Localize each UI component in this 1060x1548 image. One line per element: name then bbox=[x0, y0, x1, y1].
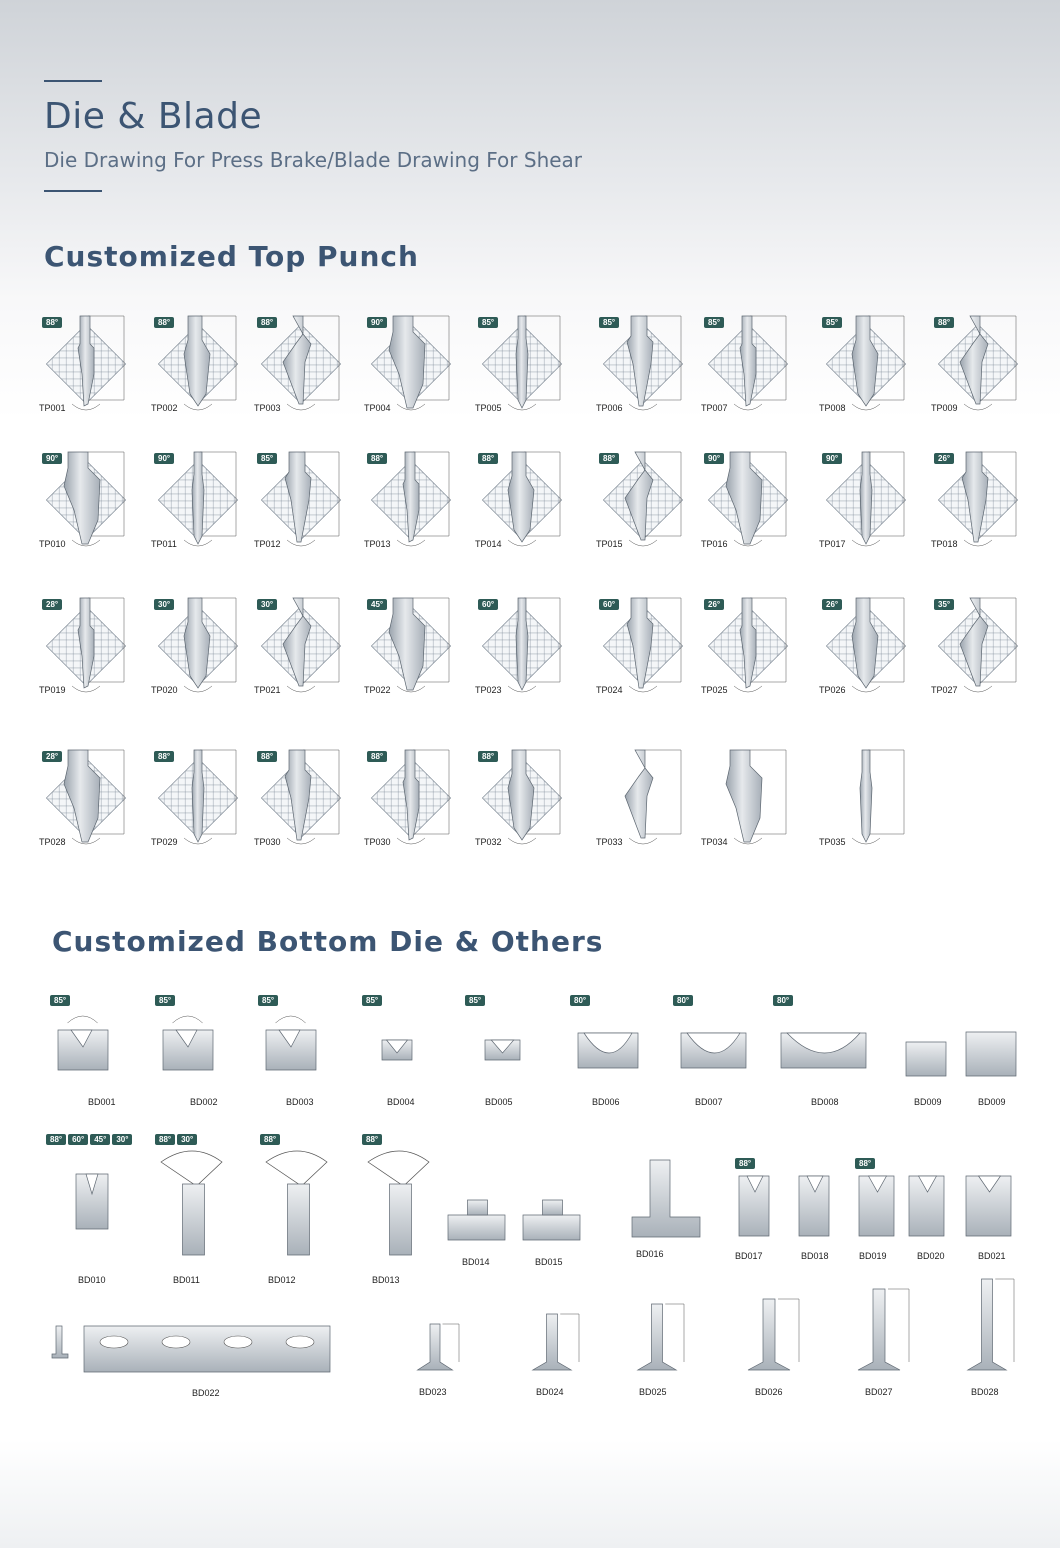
angle-badges bbox=[570, 995, 590, 1006]
die-drawing bbox=[962, 1158, 1017, 1244]
punch-code: TP029 bbox=[151, 837, 178, 847]
top-punch-item bbox=[150, 314, 250, 438]
top-punch-item bbox=[363, 596, 463, 720]
bottom-die-heading: Customized Bottom Die & Others bbox=[52, 925, 604, 958]
top-punch-item bbox=[474, 748, 574, 872]
angle-badge: 85° bbox=[257, 453, 277, 464]
top-punch-item bbox=[595, 314, 695, 438]
die-drawing bbox=[905, 1158, 950, 1244]
angle-badge: 60° bbox=[68, 1134, 88, 1145]
die-drawing bbox=[260, 1134, 335, 1269]
angle-badge: 88° bbox=[257, 317, 277, 328]
angle-badge: 88° bbox=[599, 453, 619, 464]
die-drawing bbox=[465, 995, 540, 1090]
die-drawing bbox=[962, 1020, 1022, 1090]
top-punch-heading: Customized Top Punch bbox=[44, 240, 419, 273]
punch-code: TP020 bbox=[151, 685, 178, 695]
angle-badge: 85° bbox=[704, 317, 724, 328]
die-drawing bbox=[773, 995, 878, 1090]
die-drawing bbox=[530, 1310, 585, 1380]
bottom-die-item bbox=[50, 995, 120, 1106]
bottom-die-item bbox=[673, 995, 758, 1106]
top-punch-item bbox=[700, 596, 800, 720]
angle-badge: 88° bbox=[367, 751, 387, 762]
angle-badges bbox=[773, 995, 793, 1006]
bottom-die-item bbox=[905, 1158, 950, 1260]
punch-code: TP001 bbox=[39, 403, 66, 413]
die-code: BD025 bbox=[639, 1387, 667, 1397]
angle-badges bbox=[50, 995, 70, 1006]
die-code: BD006 bbox=[592, 1097, 620, 1107]
top-punch-item bbox=[818, 450, 918, 574]
angle-badge: 88° bbox=[362, 1134, 382, 1145]
die-drawing bbox=[155, 1134, 230, 1269]
top-punch-item bbox=[253, 596, 353, 720]
die-code: BD016 bbox=[636, 1249, 664, 1259]
punch-code: TP015 bbox=[596, 539, 623, 549]
die-drawing bbox=[630, 1150, 710, 1242]
angle-badge: 88° bbox=[934, 317, 954, 328]
top-punch-item bbox=[363, 314, 463, 438]
angle-badge: 85° bbox=[599, 317, 619, 328]
die-drawing bbox=[415, 1320, 465, 1380]
angle-badge: 88° bbox=[154, 317, 174, 328]
angle-badge: 90° bbox=[822, 453, 842, 464]
die-drawing bbox=[745, 1295, 805, 1380]
bottom-die-item bbox=[795, 1158, 835, 1260]
punch-code: TP019 bbox=[39, 685, 66, 695]
bottom-die-item bbox=[855, 1158, 900, 1260]
die-drawing bbox=[902, 1030, 952, 1090]
die-drawing bbox=[570, 995, 650, 1090]
punch-code: TP030 bbox=[254, 837, 281, 847]
page-subtitle: Die Drawing For Press Brake/Blade Drawing For Shear bbox=[44, 148, 583, 172]
die-code: BD007 bbox=[695, 1097, 723, 1107]
bottom-die-item bbox=[362, 995, 432, 1106]
top-punch-item bbox=[38, 450, 138, 574]
angle-badge: 26° bbox=[704, 599, 724, 610]
die-code: BD018 bbox=[801, 1251, 829, 1261]
angle-badges bbox=[362, 1134, 382, 1145]
top-punch-item bbox=[700, 748, 800, 872]
angle-badge: 85° bbox=[362, 995, 382, 1006]
angle-badge: 88° bbox=[367, 453, 387, 464]
bottom-die-item bbox=[735, 1158, 775, 1260]
bottom-die-item bbox=[46, 1134, 141, 1285]
top-punch-item bbox=[253, 748, 353, 872]
die-drawing bbox=[52, 1322, 342, 1380]
punch-code: TP014 bbox=[475, 539, 502, 549]
bottom-die-item bbox=[855, 1285, 915, 1396]
angle-badge: 90° bbox=[704, 453, 724, 464]
angle-badge: 85° bbox=[465, 995, 485, 1006]
die-drawing bbox=[855, 1158, 900, 1244]
title-bottom-rule bbox=[44, 190, 102, 192]
angle-badge: 90° bbox=[367, 317, 387, 328]
angle-badge: 26° bbox=[934, 453, 954, 464]
bottom-die-item bbox=[962, 1020, 1022, 1106]
top-punch-item bbox=[474, 596, 574, 720]
angle-badge: 45° bbox=[367, 599, 387, 610]
die-code: BD002 bbox=[190, 1097, 218, 1107]
die-code: BD005 bbox=[485, 1097, 513, 1107]
angle-badge: 28° bbox=[42, 751, 62, 762]
die-drawing bbox=[46, 1134, 141, 1269]
angle-badge: 85° bbox=[50, 995, 70, 1006]
die-code: BD024 bbox=[536, 1387, 564, 1397]
top-punch-item bbox=[700, 314, 800, 438]
bottom-die-item bbox=[515, 1155, 590, 1266]
punch-code: TP003 bbox=[254, 403, 281, 413]
die-drawing bbox=[155, 995, 225, 1090]
punch-code: TP033 bbox=[596, 837, 623, 847]
bottom-die-item bbox=[570, 995, 650, 1106]
bottom-die-item bbox=[630, 1150, 710, 1258]
punch-code: TP005 bbox=[475, 403, 502, 413]
die-code: BD019 bbox=[859, 1251, 887, 1261]
die-code: BD004 bbox=[387, 1097, 415, 1107]
punch-code: TP013 bbox=[364, 539, 391, 549]
top-punch-item bbox=[930, 314, 1030, 438]
title-top-rule bbox=[44, 80, 102, 82]
angle-badges bbox=[258, 995, 278, 1006]
die-code: BD022 bbox=[192, 1388, 220, 1398]
top-punch-item bbox=[818, 748, 918, 872]
punch-code: TP017 bbox=[819, 539, 846, 549]
die-code: BD027 bbox=[865, 1387, 893, 1397]
top-punch-item bbox=[363, 450, 463, 574]
bottom-die-item bbox=[962, 1158, 1017, 1260]
angle-badges bbox=[155, 1134, 197, 1145]
angle-badge: 90° bbox=[154, 453, 174, 464]
top-punch-item bbox=[253, 450, 353, 574]
top-punch-item bbox=[818, 314, 918, 438]
top-punch-item bbox=[150, 450, 250, 574]
top-punch-item bbox=[595, 596, 695, 720]
angle-badge: 85° bbox=[258, 995, 278, 1006]
angle-badge: 88° bbox=[154, 751, 174, 762]
die-code: BD015 bbox=[535, 1257, 563, 1267]
angle-badge: 35° bbox=[934, 599, 954, 610]
angle-badge: 85° bbox=[822, 317, 842, 328]
die-drawing bbox=[362, 995, 432, 1090]
die-code: BD023 bbox=[419, 1387, 447, 1397]
angle-badge: 88° bbox=[478, 751, 498, 762]
die-code: BD026 bbox=[755, 1387, 783, 1397]
punch-code: TP026 bbox=[819, 685, 846, 695]
die-code: BD011 bbox=[173, 1275, 200, 1285]
angle-badge: 30° bbox=[112, 1134, 132, 1145]
angle-badge: 80° bbox=[570, 995, 590, 1006]
punch-code: TP004 bbox=[364, 403, 391, 413]
top-punch-item bbox=[930, 450, 1030, 574]
top-punch-item bbox=[38, 748, 138, 872]
die-drawing bbox=[515, 1155, 590, 1250]
angle-badge: 88° bbox=[155, 1134, 175, 1145]
die-code: BD003 bbox=[286, 1097, 314, 1107]
die-code: BD014 bbox=[462, 1257, 490, 1267]
die-code: BD021 bbox=[978, 1251, 1006, 1261]
angle-badges bbox=[362, 995, 382, 1006]
angle-badge: 88° bbox=[257, 751, 277, 762]
die-drawing bbox=[735, 1158, 775, 1244]
punch-code: TP025 bbox=[701, 685, 728, 695]
bottom-die-item bbox=[902, 1030, 952, 1106]
bottom-die-item bbox=[965, 1275, 1020, 1396]
die-code: BD013 bbox=[372, 1275, 400, 1285]
punch-code: TP008 bbox=[819, 403, 846, 413]
punch-code: TP032 bbox=[475, 837, 502, 847]
punch-code: TP018 bbox=[931, 539, 958, 549]
die-drawing bbox=[855, 1285, 915, 1380]
die-drawing bbox=[673, 995, 758, 1090]
top-punch-item bbox=[595, 450, 695, 574]
bottom-die-item bbox=[635, 1300, 690, 1396]
die-code: BD017 bbox=[735, 1251, 763, 1261]
punch-code: TP022 bbox=[364, 685, 391, 695]
punch-code: TP027 bbox=[931, 685, 958, 695]
die-code: BD008 bbox=[811, 1097, 839, 1107]
top-punch-item bbox=[253, 314, 353, 438]
angle-badge: 80° bbox=[673, 995, 693, 1006]
die-drawing bbox=[50, 995, 120, 1090]
angle-badge: 90° bbox=[42, 453, 62, 464]
die-code: BD028 bbox=[971, 1387, 999, 1397]
angle-badge: 85° bbox=[155, 995, 175, 1006]
top-punch-item bbox=[818, 596, 918, 720]
angle-badge: 30° bbox=[257, 599, 277, 610]
die-code: BD001 bbox=[88, 1097, 116, 1107]
die-drawing bbox=[440, 1190, 515, 1250]
punch-code: TP010 bbox=[39, 539, 66, 549]
bottom-die-item bbox=[155, 995, 225, 1106]
punch-code: TP011 bbox=[151, 539, 177, 549]
angle-badge: 88° bbox=[735, 1158, 755, 1169]
bottom-die-item bbox=[465, 995, 540, 1106]
die-drawing bbox=[258, 995, 328, 1090]
angle-badge: 80° bbox=[773, 995, 793, 1006]
angle-badge: 28° bbox=[42, 599, 62, 610]
die-drawing bbox=[965, 1275, 1020, 1380]
punch-code: TP009 bbox=[931, 403, 958, 413]
punch-code: TP016 bbox=[701, 539, 728, 549]
top-punch-item bbox=[700, 450, 800, 574]
punch-code: TP012 bbox=[254, 539, 281, 549]
punch-code: TP030 bbox=[364, 837, 391, 847]
die-code: BD020 bbox=[917, 1251, 945, 1261]
angle-badge: 30° bbox=[154, 599, 174, 610]
angle-badge: 88° bbox=[855, 1158, 875, 1169]
bottom-die-item bbox=[52, 1322, 342, 1396]
angle-badges bbox=[465, 995, 485, 1006]
die-code: BD009 bbox=[914, 1097, 942, 1107]
bottom-die-item bbox=[258, 995, 328, 1106]
punch-code: TP006 bbox=[596, 403, 623, 413]
bottom-die-item bbox=[745, 1295, 805, 1396]
top-punch-item bbox=[150, 748, 250, 872]
punch-code: TP028 bbox=[39, 837, 66, 847]
bottom-die-item bbox=[530, 1310, 585, 1396]
angle-badges bbox=[735, 1158, 755, 1169]
angle-badge: 88° bbox=[46, 1134, 66, 1145]
top-punch-item bbox=[150, 596, 250, 720]
top-punch-item bbox=[363, 748, 463, 872]
angle-badge: 26° bbox=[822, 599, 842, 610]
angle-badges bbox=[855, 1158, 875, 1169]
top-punch-item bbox=[474, 450, 574, 574]
angle-badge: 88° bbox=[478, 453, 498, 464]
bottom-die-item bbox=[260, 1134, 335, 1285]
die-drawing bbox=[362, 1134, 437, 1269]
angle-badges bbox=[46, 1134, 132, 1145]
bottom-die-item bbox=[155, 1134, 230, 1285]
die-code: BD009 bbox=[978, 1097, 1006, 1107]
bottom-die-item bbox=[773, 995, 878, 1106]
punch-code: TP021 bbox=[254, 685, 281, 695]
page-title: Die & Blade bbox=[44, 96, 263, 137]
angle-badges bbox=[673, 995, 693, 1006]
punch-code: TP007 bbox=[701, 403, 728, 413]
die-drawing bbox=[635, 1300, 690, 1380]
punch-code: TP035 bbox=[819, 837, 846, 847]
angle-badges bbox=[260, 1134, 280, 1145]
top-punch-item bbox=[930, 596, 1030, 720]
bottom-die-item bbox=[362, 1134, 437, 1285]
top-punch-item bbox=[595, 748, 695, 872]
angle-badge: 88° bbox=[42, 317, 62, 328]
angle-badge: 60° bbox=[599, 599, 619, 610]
die-code: BD010 bbox=[78, 1275, 106, 1285]
angle-badges bbox=[155, 995, 175, 1006]
angle-badge: 30° bbox=[177, 1134, 197, 1145]
punch-code: TP002 bbox=[151, 403, 178, 413]
top-punch-item bbox=[38, 596, 138, 720]
die-code: BD012 bbox=[268, 1275, 296, 1285]
bottom-die-item bbox=[440, 1190, 515, 1266]
bottom-die-item bbox=[415, 1320, 465, 1396]
top-punch-item bbox=[474, 314, 574, 438]
top-punch-item bbox=[38, 314, 138, 438]
angle-badge: 85° bbox=[478, 317, 498, 328]
punch-code: TP023 bbox=[475, 685, 502, 695]
punch-code: TP024 bbox=[596, 685, 623, 695]
angle-badge: 60° bbox=[478, 599, 498, 610]
punch-code: TP034 bbox=[701, 837, 728, 847]
angle-badge: 88° bbox=[260, 1134, 280, 1145]
die-drawing bbox=[795, 1158, 835, 1244]
angle-badge: 45° bbox=[90, 1134, 110, 1145]
